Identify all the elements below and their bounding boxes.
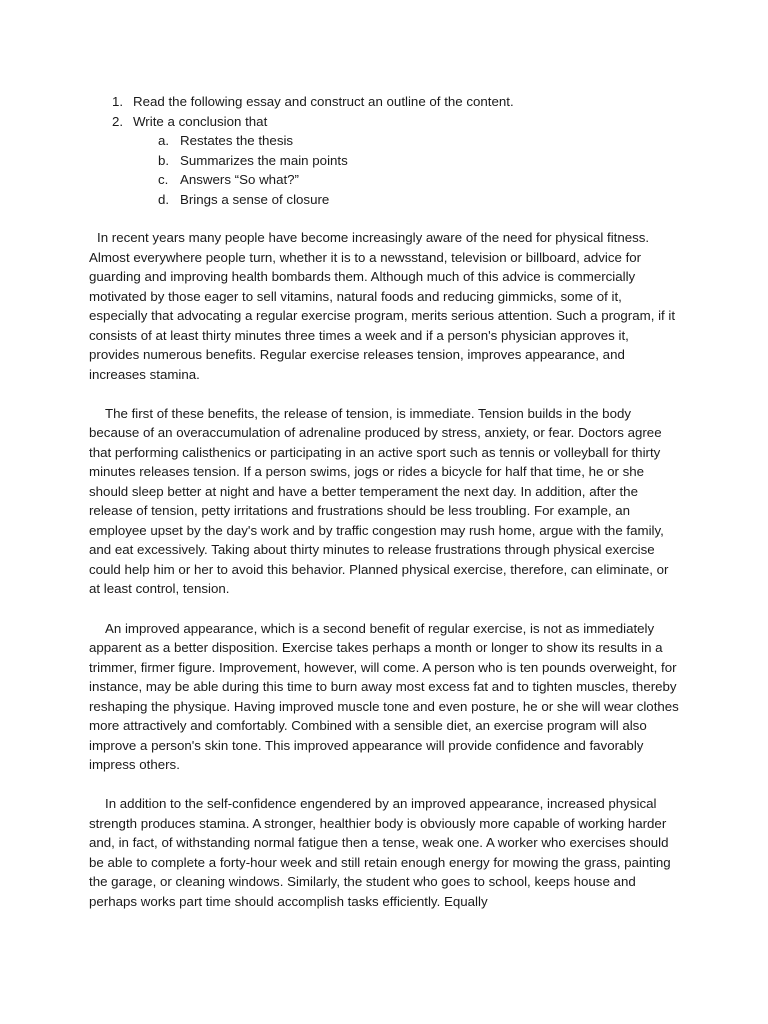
essay-body — [89, 228, 680, 911]
list-number: 2. — [112, 113, 124, 129]
instruction-item — [89, 112, 680, 132]
subitem-text: Brings a sense of closure — [180, 191, 330, 207]
essay-paragraph: An improved appearance, which is a second benefit of regular exercise, is not as immediately apparent as a better disposition. Exercise takes perhaps a month or longer to show its results in a trimmer, firmer figure. Improvement, however, will come. A person who is ten pounds overweight, for instance, may be able during this time to burn away most excess fat and to tighten muscles, thereby reshaping the physique. Having improved muscle tone and even posture, he or she will wear clothes more attractively and comfortably. Combined with a sensible diet, an exercise program will also improve a person's skin tone. This improved appearance will provide confidence and favorably impress others. — [89, 620, 679, 773]
subitem-text: Restates the thesis — [180, 133, 294, 148]
list-letter: b. — [158, 152, 170, 168]
instruction-subitem — [89, 190, 680, 210]
instruction-text: Write a conclusion that — [133, 113, 268, 129]
subitem-text: Summarizes the main points — [180, 152, 348, 168]
list-number: 1. — [112, 94, 124, 109]
instruction-subitem — [89, 151, 680, 171]
instruction-text: Read the following essay and construct an outline of the content. — [133, 94, 514, 109]
list-letter: a. — [158, 133, 170, 148]
list-letter: d. — [158, 191, 170, 207]
essay-paragraph: In recent years many people have become increasingly aware of the need for physical fitness. Almost everywhere people turn, whether it is to a newsstand, television or billboard, advice for guarding and improving health bombards them. Although much of this advice is commercially motivated by those eager to sell vitamins, natural foods and reducing gimmicks, some of it, especially that advocating a regular exercise program, merits serious attention. Such a program, if it consists of at least thirty minutes three times a week and if a person's physician approves it, provides numerous benefits. Regular exercise releases tension, improves appearance, and increases stamina. — [89, 230, 676, 382]
subitem-text: Answers “So what?” — [180, 172, 299, 187]
essay-paragraph: In addition to the self-confidence engendered by an improved appearance, increased physical strength produces stamina. A stronger, healthier body is obviously more capable of working harder and, in fact, of withstanding normal fatigue then a tense, weak one. A worker who exercises should be able to complete a forty-hour week and still retain enough energy for mowing the grass, painting the garage, or cleaning windows. Similarly, the student who goes to school, keeps house and perhaps works part time should accomplish tasks efficiently. Equally — [89, 796, 671, 909]
instructions-list — [89, 0, 680, 209]
list-letter: c. — [158, 172, 169, 187]
essay-paragraph: The first of these benefits, the release of tension, is immediate. Tension builds in the body because of an overaccumulation of adrenaline produced by stress, anxiety, or fear. Doctors agree that performing calisthenics or participating in an active sport such as tennis or volleyball for thirty minutes releases tension. If a person swims, jogs or rides a bicycle for half that time, he or she should sleep better at night and have a better temperament the next day. In addition, after the release of tension, petty irritations and frustrations should be less troubling. For example, an employee upset by the day's work and by traffic congestion may rush home, argue with the family, and eat excessively. Taking about thirty minutes to release frustrations through physical exercise could help him or her to avoid this behavior. Planned physical exercise, therefore, can eliminate, or at least control, tension. — [89, 405, 669, 597]
instruction-item — [89, 92, 680, 112]
instruction-subitem — [89, 170, 680, 190]
instruction-subitem — [89, 131, 680, 151]
